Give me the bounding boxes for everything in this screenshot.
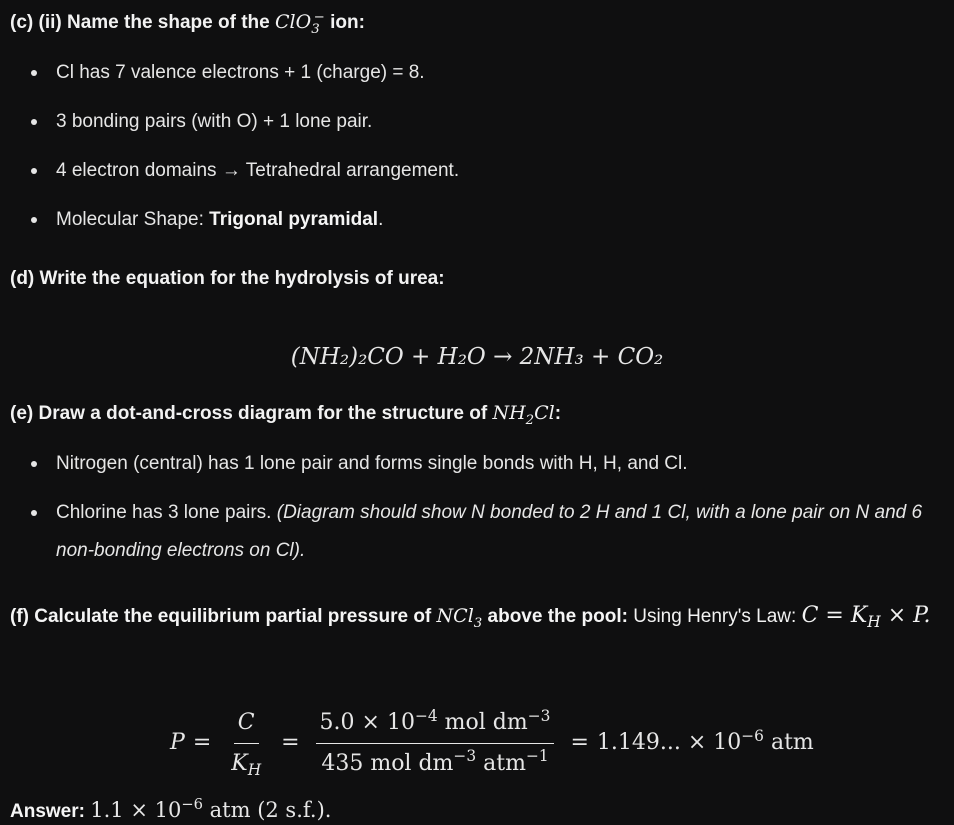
list-item: Molecular Shape: Trigonal pyramidal.: [10, 208, 944, 257]
shape-value: Trigonal pyramidal: [209, 209, 379, 230]
section-e-heading: (e) Draw a dot-and-cross diagram for the structure of $NH_2Cl$:: [10, 402, 562, 428]
list-item: Cl has 7 valence electrons + 1 (charge) = 8.: [10, 61, 944, 110]
lone-pairs-text: Chlorine has 3 lone pairs.: [56, 502, 272, 523]
nh2cl-formula: $NH_2Cl$: [492, 402, 555, 428]
final-answer: [10, 796, 331, 825]
shape-label: Molecular Shape:: [56, 209, 204, 230]
urea-hydrolysis-equation: (NH₂)₂CO + H₂O → 2NH₃ + CO₂: [290, 344, 664, 370]
section-d-heading: (d) Write the equation for the hydrolysis of urea:: [10, 268, 445, 289]
list-item: 3 bonding pairs (with O) + 1 lone pair.: [10, 110, 944, 159]
ncl3-formula: NCl$_3$: [436, 605, 483, 631]
calculation-result: 1.149... × $10^{-6}$ atm: [596, 726, 814, 756]
section-f-heading: (f) Calculate the equilibrium partial pressure of NCl$_3$ above the pool: Using Henry's Law: $C = K_H \times P$.: [10, 603, 931, 632]
fraction-c-over-kh: $\frac{C}{K_H}$: [231, 710, 262, 780]
answer-label: Answer:: [10, 801, 85, 822]
section-c-list: [10, 61, 944, 257]
section-c-heading-suffix: ion:: [330, 12, 365, 33]
list-item: Nitrogen (central) has 1 lone pair and forms single bonds with H, H, and Cl.: [10, 452, 944, 501]
section-e-heading-text: (e) Draw a dot-and-cross diagram for the structure of: [10, 403, 488, 424]
chlorate-ion-formula: ClO$_3$−: [274, 9, 325, 37]
fraction-values: $\frac{5.0 \times 10^{-4} mol dm^{-3}}{435 mol dm^{-3} atm^{-1}}$: [316, 708, 555, 778]
diagram-note: (Diagram should show N bonded to 2 H and 1 Cl, with a lone pair on N and 6 non-bonding electrons on Cl).: [56, 502, 923, 561]
section-f-heading-text: (f) Calculate the equilibrium partial pressure of: [10, 606, 432, 627]
section-c-heading: [10, 10, 365, 36]
section-e-list: [10, 452, 944, 570]
pressure-calculation: P = $\frac{C}{K_H}$ = $\frac{5.0 \times 10^{-4} mol dm^{-3}}{435 mol dm^{-3} atm^{-1}}$ = 1.149... × $10^{-6}$ atm: [170, 706, 814, 780]
section-c-heading-text: (c) (ii) Name the shape of the: [10, 12, 270, 33]
answer-value: $1.1 \times 10^{-6}$ atm (2 s.f.).: [90, 795, 332, 822]
henrys-law-text: Using Henry's Law:: [633, 606, 797, 627]
list-item: [10, 494, 944, 570]
list-item: 4 electron domains → Tetrahedral arrangement.: [10, 159, 944, 208]
henrys-law-equation: $C = K_H \times P$.: [801, 603, 931, 632]
